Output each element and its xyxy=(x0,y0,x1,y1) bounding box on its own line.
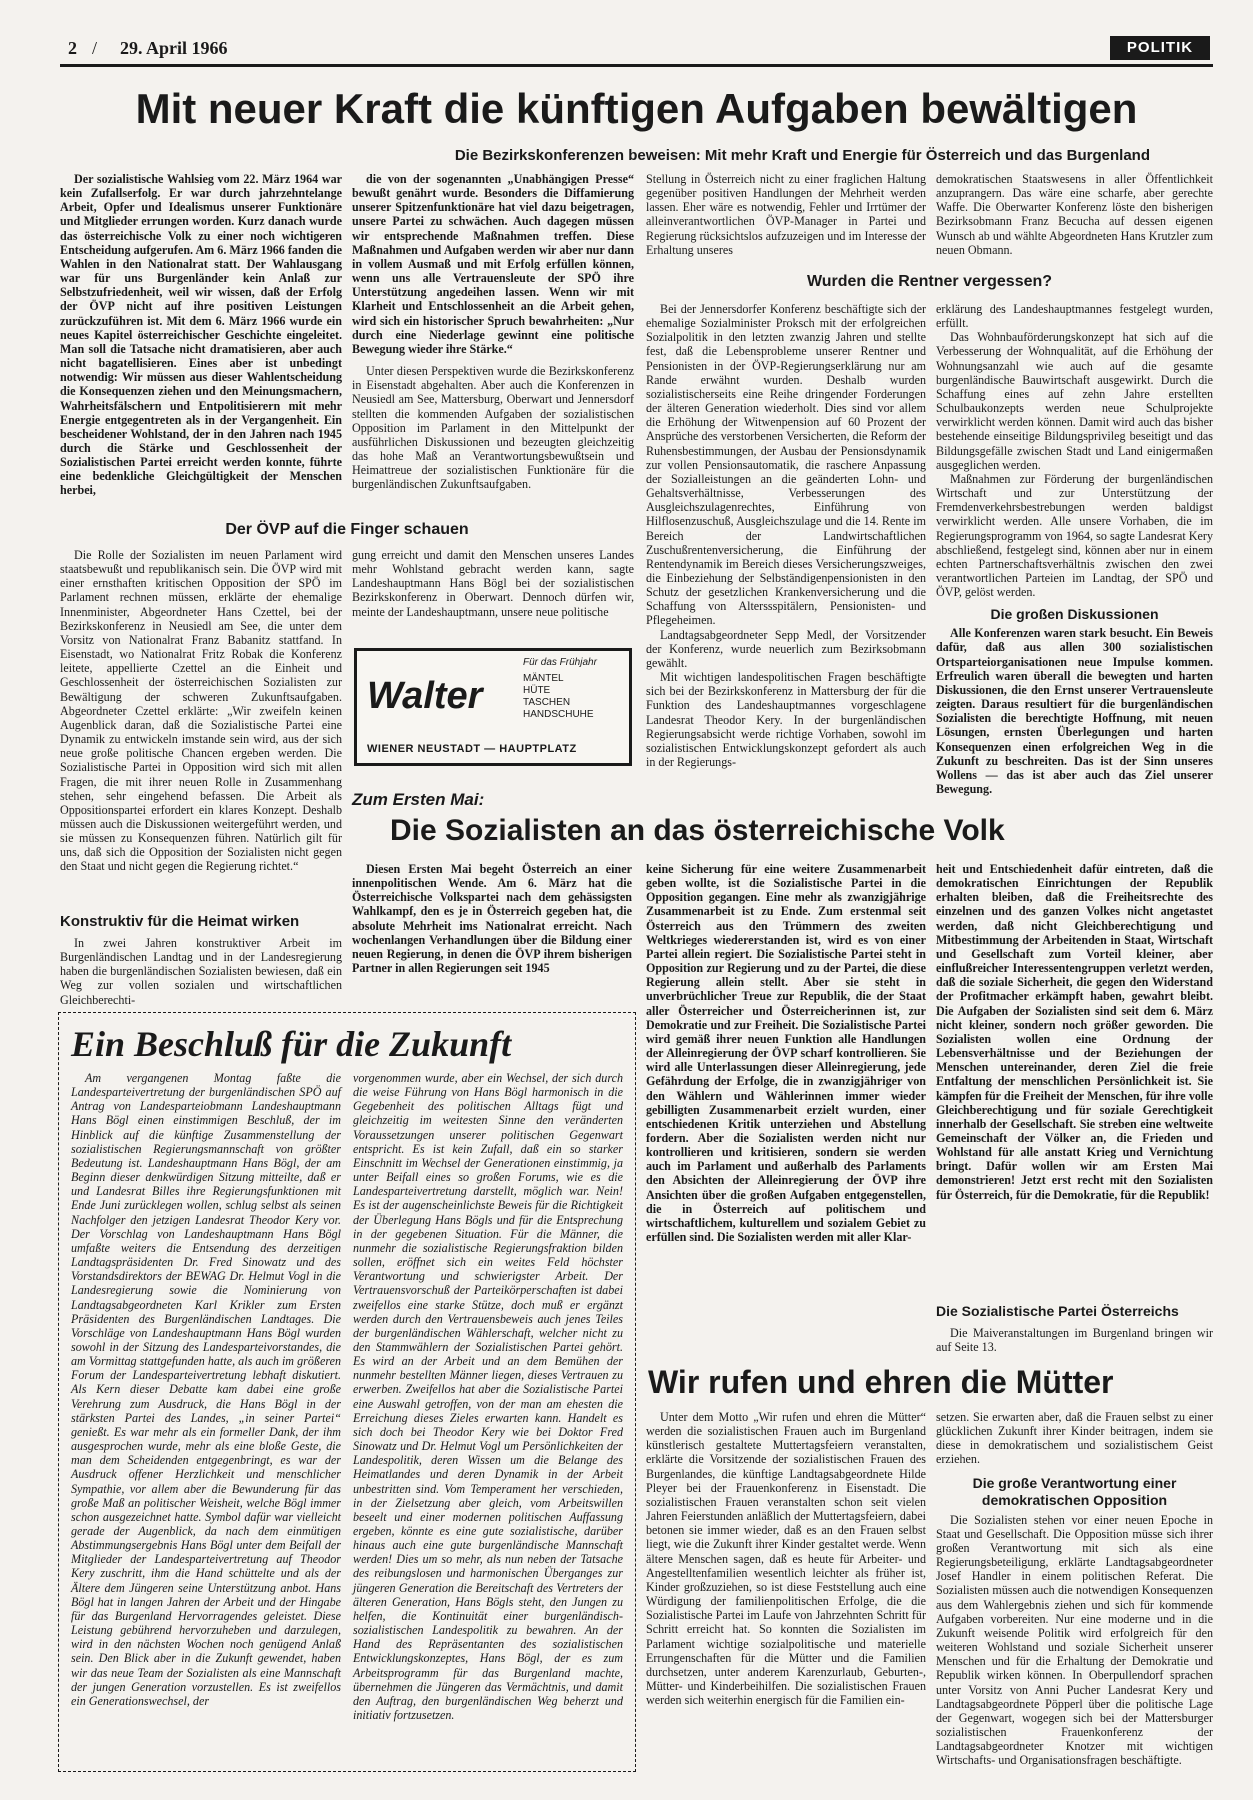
subhead-oevp: Der ÖVP auf die Finger schauen xyxy=(225,521,469,538)
section-badge: POLITIK xyxy=(1110,36,1210,60)
page-header xyxy=(60,36,1210,66)
main-col1b xyxy=(60,548,342,908)
main-col3b xyxy=(646,302,926,802)
subhead-diskussionen: Die großen Diskussionen xyxy=(990,606,1159,623)
muetter-col1 xyxy=(646,1410,926,1790)
main-col1c-text: In zwei Jahren konstruktiver Arbeit im Burgenländischen Landtag und in der Landesregierung haben die burgenländischen Sozialisten bewiesen, daß ein Weg zur vollen sozialen und wirtschaftlichen Gleichberechti- xyxy=(60,936,342,1007)
main-col1 xyxy=(60,172,342,532)
main-col4d-text: Maßnahmen zur Förderung der burgenländischen Wirtschaft und zur Unterstützung der Fremdenverkehrsbestrebungen werden baldigst verwirklicht werden. Alle unsere Vorhaben, die im Regierungsprogramm von 1964, so sagte Landesrat Kery abschließend, festgelegt sind, können aber nur in einem echten Partnerschaftsverhältnis zwischen den zwei verantwortlichen Parteien im Landtag, der SPÖ und ÖVP, gelöst werden. xyxy=(936,471,1213,600)
main-col2b-text: Unter diesen Perspektiven wurde die Bezirkskonferenz in Eisenstadt abgehalten. Aber auch die Konferenzen in Neusiedl am See, Mattersburg, Oberwart und Jennersdorf stellten die kommenden Aufgaben der sozialistischen Opposition im Parlament in den Mittelpunkt der ausführlichen Diskussionen und bezeugten gleichzeitig das hohe Maß an Verantwortungsbewußtsein und Heimattreue der sozialistischen Funktionäre für die burgenländischen Zukunftsaufgaben. xyxy=(352,364,634,492)
muetter-col2 xyxy=(936,1410,1213,1790)
mai-col2-text: keine Sicherung für eine weitere Zusammenarbeit geben wollte, ist die Sozialistische Partei in die Opposition gegangen. Eine mehr als zwanzigjährige Zusammenarbeit ist zu Ende. Zum erstenmal seit Österreich aus den Trümmern des zweiten Weltkrieges wiedererstanden ist, wird es von einer Partei allein regiert. Die Sozialistische Partei steht in Opposition zur Regierung und zu der Partei, die diese Regierung allein stellt. Aber sie steht in unverbrüchlicher Treue zur Republik, die der Staat aller Österreicher und Österreicherinnen ist, zur Demokratie und zur Freiheit. Die Sozialistische Partei wird gemäß ihrer neuen Funktion alle Handlungen der Alleinregierung der ÖVP scharf kontrollieren. Sie wird alle Unterlassungen dieser Alleinregierung, jede Gefährdung der Erfolge, die in zwanzigjähriger von den Wählern und Wählerinnen immer wieder gebilligten Zusammenarbeit erzielt wurden, einer entschiedenen Kritik unterziehen und Abstellung fordern. Aber die Sozialisten werden nicht nur kontrollieren und kritisieren, sondern sie werden auch im Parlament und außerhalb des Parlaments den Absichten der Alleinregierung der ÖVP ihre Ansichten über die großen Aufgaben entgegenstellen, die in Österreich auf politischem und wirtschaftlichem, kulturellem und sozialem Gebiet zu erfüllen sind. Die Sozialisten werden mit aller Klar- xyxy=(646,862,926,1245)
walter-advertisement xyxy=(354,648,632,766)
main-col3c-text: Landtagsabgeordneter Sepp Medl, der Vorsitzender der Konferenz, wurde neuerlich zum Bezirksobmann gewählt. xyxy=(646,627,926,670)
main-col4-text: demokratischen Staatswesens in aller Öffentlichkeit anzuprangern. Das wäre eine scharfe, aber gerechte Waffe. Die Oberwarter Konferenz löste den bisherigen Bezirksobmann Franz Becucha auf dessen eigenen Wunsch ab und wählte Abgeordneten Hans Krutzler zum neuen Obmann. xyxy=(936,172,1213,257)
main-subheadline: Die Bezirkskonferenzen beweisen: Mit mehr Kraft und Energie für Österreich und das Burgenland xyxy=(454,147,1150,164)
main-col1-text: Der sozialistische Wahlsieg vom 22. März 1964 war kein Zufallserfolg. Er war durch jahrzehntelange Arbeit, Opfer und Idealismus unserer Funktionäre und Mitglieder errungen worden. Kurz danach wurde das österreichische Volk zu einer noch wichtigeren Entscheidung aufgerufen. Am 6. März 1966 fanden die Wahlen in den Nationalrat statt. Der Wahlausgang war für uns Burgenländer kein Anlaß zur Selbstzufriedenheit, weil wir wissen, daß der Erfolg der ÖVP nicht auf ihre positiven Leistungen zurückzuführen ist. Mit dem 6. März 1966 wurde ein neues Kapitel österreichischer Geschichte eingeleitet. Man soll die Tatsache nicht dramatisieren, aber auch nicht bagatellisieren. Eines aber ist unbedingt notwendig: Wir müssen aus dieser Wahlentscheidung die Konsequenzen ziehen und den Meinungsmachern, Wahrheitsfälschern und Entpolitisierern mit mehr Energie entgegentreten als in der Vergangenheit. Ein bescheidener Wohlstand, der in den Jahren nach 1945 durch die Stärke und Geschlossenheit der Sozialistischen Partei erreicht werden konnte, führte eine bedenkliche Gleichgültigkeit der Menschen herbei, xyxy=(60,172,342,498)
main-col4a xyxy=(936,172,1213,272)
beschluss-col2-text: vorgenommen wurde, aber ein Wechsel, der sich durch die weise Führung von Hans Bögl harmonisch in die Gegebenheit des politischen Alltags fügt und gleichzeitig im weitesten Sinne den veränderten Voraussetzungen unserer politischen Gegenwart entspricht. Es ist kein Zufall, daß ein so starker Einschnitt im Wechsel der Generationen einstimmig, ja unter Beifall eines so großen Forums, wie es die Landesparteivertretung darstellt, möglich war. Nein! Es ist der augenscheinlichste Beweis für die Richtigkeit der Überlegung Hans Bögls und für die Entsprechung in der gegebenen Situation. Für die Männer, die nunmehr die sozialistische Regierungsfraktion bilden sollen, eröffnet sich ein weites Feld höchster Verantwortung und schwierigster Arbeit. Der Vertrauensvorschuß der Parteikörperschaften ist dabei zweifellos eine starke Stütze, doch muß er ergänzt werden durch den Vertrauensbeweis auch jenes Teiles der burgenländischen Wählerschaft, welcher nicht zu den Stammwählern der Sozialistischen Partei gehört. Es wird an der Arbeit und an dem Bemühen der nunmehr bestellten Männer liegen, dieses Vertrauen zu erwerben. Zweifellos hat aber die Sozialistische Partei eine Auswahl getroffen, von der man am ehesten die Erreichung dieses Zieles erwarten kann. Handelt es sich doch bei Theodor Kery wie bei Doktor Fred Sinowatz und Dr. Helmut Vogl um Persönlichkeiten der Landespolitik, deren Wissen um die Belange des Heimatlandes und deren Dynamik in der Arbeit unbestritten sind. Vom Temperament her verschieden, in der Zielsetzung aber gleich, vom Arbeitswillen beseelt und einer modernen politischen Auffassung ergeben, könnte es eine gute sozialistische, darüber hinaus auch eine gute burgenländische Mannschaft werden! Dies um so mehr, als nun neben der Tatsache des reibungslosen und harmonischen Überganges zur jüngeren Generation die Bereitschaft des Vertreters der älteren Generation, Hans Bögls steht, den Jungen zu helfen, die Kontinuität einer burgenländisch-sozialistischen Landespolitik zu bewahren. An der Hand des Repräsentanten des sozialistischen Entwicklungskonzeptes, Hans Bögl, der es zum Arbeitsprogramm für das Burgenland machte, übernehmen die Jüngeren das Vermächtnis, und damit den Auftrag, den burgenländischen Weg beherzt und initiativ fortzusetzen. xyxy=(353,1071,623,1723)
muetter-subhead: Die große Verantwortung einer demokratischen Opposition xyxy=(972,1474,1177,1508)
mai-col3-text: heit und Entschiedenheit dafür eintreten, daß die demokratischen Einrichtungen der Republik erhalten bleiben, daß die Freiheitsrechte des einzelnen und des ganzen Volkes nicht angetastet werden, daß nicht Gleichberechtigung und Mitbestimmung der Arbeitenden in Staat, Wirtschaft und Gesellschaft zum Vorteil kleiner, aber einflußreicher Interessentengruppen verletzt werden, daß die soziale Sicherheit, die gegen den Widerstand der Profitmacher erkämpft haben, gewahrt bleibt. Die Aufgaben der Sozialisten sind seit dem 6. März nicht kleiner, sondern noch größer geworden. Die Sozialisten wollen eine Ordnung der Lebensverhältnisse und der Beziehungen der Menschen untereinander, deren Ziel die freie Entfaltung der menschlichen Persönlichkeit ist. Sie kämpfen für die Freiheit der Menschen, für ihre volle Gleichberechtigung und für soziale Gerechtigkeit innerhalb der Gesellschaft. Sie streben eine weltweite Gemeinschaft der Völker an, die Frieden und Wohlstand für alle anstatt Krieg und Vernichtung bringt. Dafür wollen wir am Ersten Mai demonstrieren! Jetzt erst recht mit den Sozialisten für Österreich, für die Demokratie, für die Republik! xyxy=(936,862,1213,1202)
main-col4e-text: Alle Konferenzen waren stark besucht. Ein Beweis dafür, daß aus allen 300 sozialistischen Ortsparteiorganisationen neue Impulse kommen. Erfreulich waren überall die bewegten und harten Diskussionen, die den Ernst unserer Vertrauensleute zeigten. Daraus resultiert für die burgenländischen Sozialisten die berechtigte Hoffnung, mit neuen Lösungen, ernsten Überlegungen und harten Konsequenzen einen erfolgreichen Weg in die Zukunft zu beschreiten. Das ist der Sinn unseres Wollens — das ist aber auch das Ziel unserer Bewegung. xyxy=(936,626,1213,796)
mai-col3 xyxy=(936,862,1213,1302)
beschluss-headline: Ein Beschluß für die Zukunft xyxy=(71,1024,512,1064)
main-headline: Mit neuer Kraft die künftigen Aufgaben bewältigen xyxy=(135,85,1138,132)
ad-item: MÄNTEL xyxy=(523,673,564,684)
ad-brand: Walter xyxy=(367,675,483,717)
main-col2 xyxy=(352,172,634,532)
mai-kicker: Zum Ersten Mai: xyxy=(352,790,485,809)
mai-col1-text: Diesen Ersten Mai begeht Österreich an einer innenpolitischen Wende. Am 6. März hat die Österreichische Volkspartei nach dem gehässigsten Wahlkampf, den es je in Österreich gegeben hat, die absolute Mehrheit ims Nationalrat erreicht. Nach wochenlangen Verhandlungen über die Bildung einer neuen Regierung, in denen die ÖVP ihrem bisherigen Partner in allen Regierungen seit 1945 xyxy=(352,862,632,976)
muetter-col2b-text: Die Sozialisten stehen vor einer neuen Epoche in Staat und Gesellschaft. Die Opposition müsse sich ihrer großen Verantwortung mit sich als eine Regierungsbeteiligung, erklärte Landtagsabgeordneter Josef Handler in einem politischen Referat. Die Sozialisten müssen auch die notwendigen Konsequenzen aus dem Wahlergebnis ziehen und sich für kommende Aufgaben vorbereiten. Nur eine moderne und in die Zukunft weisende Politik wird erfolgreich für den weiteren Wohlstand und soziale Sicherheit unserer Menschen und für die Erhaltung der Demokratie und Republik wirken können. In Oberpullendorf sprachen unter Vorsitz von Anni Pucher Landesrat Kery und Landtagsabgeordnete Pöpperl über die politische Lage der Gegenwart, wogegen sich bei der Mattersburger sozialistischen Frauenkonferenz der Landtagsabgeordneter Knotzer mit wichtigen Wirtschafts- und Organisationsfragen beschäftigte. xyxy=(936,1512,1213,1768)
page-number: 2 xyxy=(68,38,77,58)
beschluss-col1 xyxy=(71,1071,341,1761)
main-col2-text: die von der sogenannten „Unabhängigen Presse“ bewußt genährt wurde. Besonders die Diffamierung unserer Spitzenfunktionäre hat viel dazu beigetragen, unsere Partei zu schwächen. Auch dagegen müssen wir entsprechende Maßnahmen treffen. Diese Maßnahmen und Aufgaben werden wir aber nur dann in vollem Ausmaß und mit Erfolg erfüllen können, wenn uns alle Vertrauensleute der SPÖ ihre Unterstützung angedeihen lassen. Wenn wir mit Klarheit und Entschlossenheit an die Arbeit gehen, wird sich ein historischer Spruch bewahrheiten: „Nur durch eine Niederlage gewinnt eine politische Bewegung wieder ihre Stärke.“ xyxy=(352,172,634,356)
ad-item: HÜTE xyxy=(523,685,551,696)
subhead-konstruktiv: Konstruktiv für die Heimat wirken xyxy=(60,913,300,930)
header-rule xyxy=(60,64,1213,67)
main-col3d-text: Mit wichtigen landespolitischen Fragen beschäftigte sich bei der Bezirkskonferenz in Mattersburg der für die Funktion des Landeshauptmannes vorgeschlagene Landesrat Theodor Kery. In der burgenländischen Regierungsabsicht werde richtige Vorhaben, sowohl im sozialistischen Entwicklungskonzept gefordert als auch in der Regierungs- xyxy=(646,670,926,769)
muetter-col1-text: Unter dem Motto „Wir rufen und ehren die Mütter“ werden die sozialistischen Frauen auch im Burgenland künstlerisch gestaltete Muttertagsfeiern veranstalten, erklärte die Vorsitzende der sozialistischen Frauen des Burgenlandes, die künftige Landtagsabgeordnete Hilde Pleyer bei der Frauenkonferenz in Eisenstadt. Die sozialistischen Frauen veranstalten schon seit vielen Jahren Feierstunden anläßlich der Muttertagsfeiern, dabei betonen sie immer wieder, daß es an den Frauen selbst liegt, wie die Zukunft ihrer Kinder gestaltet werde. Wenn ältere Menschen sagen, daß es heute für Arbeiter- und Angestelltenfamilien wesentlich leichter als früher ist, Kinder großzuziehen, so ist diese Feststellung auch eine Würdigung der familienpolitischen Erfolge, die die Sozialistische Partei im Laufe von Jahrzehnten Schritt für Schritt erreicht hat. So konnten die Sozialisten im Parlament wichtige sozialpolitische und materielle Errungenschaften für die Mütter und die Familien durchsetzen, unter anderem Karenzurlaub, Geburten-, Mütter- und Kinderbeihilfen. Die sozialistischen Frauen werden sich weiterhin energisch für die Familien ein- xyxy=(646,1410,926,1708)
muetter-headline: Wir rufen und ehren die Mütter xyxy=(648,1364,1114,1400)
ad-items xyxy=(523,673,594,721)
main-col4b-text: erklärung des Landeshauptmannes festgelegt wurden, erfüllt. xyxy=(936,302,1213,331)
main-col2c-text: gung erreicht und damit den Menschen unseres Landes mehr Wohlstand gebracht werden kann, sagte Landeshauptmann Hans Bögl bei der sozialistischen Bezirkskonferenz in Oberwart. Dennoch dürfen wir, meinte der Landeshauptmann, unsere neue politische xyxy=(352,548,634,619)
ad-address: WIENER NEUSTADT — HAUPTPLATZ xyxy=(367,743,577,755)
mai-note xyxy=(936,1326,1213,1358)
mai-col2 xyxy=(646,862,926,1337)
header-separator: / xyxy=(92,38,98,58)
beschluss-box xyxy=(58,1012,636,1772)
beschluss-col2 xyxy=(353,1071,623,1761)
main-col4c-text: Das Wohnbauförderungskonzept hat sich auf die Verbesserung der Wohnqualität, auf die Erhöhung der Wohnungsanzahl wie auch auf die gesamte burgenländische Bauwirtschaft ausgewirkt. Durch die Schaffung eines auf zehn Jahre erstellten Schulbaukonzepts werden neue Schulprojekte verwirklicht werden können. Damit wird auch das bisher bestehende einseitige Bildungsprivileg beseitigt und das Bildungsgefälle zwischen Stadt und Land einigermaßen ausgeglichen werden. xyxy=(936,330,1213,472)
main-col3b-text: Bei der Jennersdorfer Konferenz beschäftigte sich der ehemalige Sozialminister Proksch mit der erfolgreichen Sozialpolitik in den letzten zwanzig Jahren und stellte fest, daß die Lebensprobleme unserer Rentner und Pensionisten in der ÖVP-Regierungserklärung nur am Rande erwähnt wurden. Deshalb wurden sozialistischerseits eine Reihe dringender Forderungen der älteren Generation wiederholt. Dies sind vor allem die Erhöhung der Witwenpension auf 60 Prozent der Ansprüche des verstorbenen Versicherten, die Reform der Ruhensbestimmungen, der Ausbau der Pensionsdynamik zur vollen Pensionsautomatik, die raschere Anpassung der Sozialleistungen an die geänderten Lohn- und Gehaltsverhältnisse, Verbesserungen des Ausgleichszulagenrechtes, Einführung von Hilflosenzuschuß, Ausgleichszulage und die 14. Rente im Bereich der Landwirtschaftlichen Zuschußrentenversicherung, die Einführung der Rentendynamik im Bereich dieses Versicherungszweiges, die Einbeziehung der Selbständigenpensionisten in den Schutz der gesetzlichen Krankenversicherung und die Schaffung von Alterssspitälern, Pensionisten- und Pflegeheimen. xyxy=(646,302,926,628)
ad-tagline: Für das Frühjahr xyxy=(523,657,597,668)
mai-note-text: Die Maiveranstaltungen im Burgenland bringen wir auf Seite 13. xyxy=(936,1326,1213,1355)
muetter-col2-text: setzen. Sie erwarten aber, daß die Frauen selbst zu einer glücklichen Zukunft ihrer Kinder beitragen, indem sie diese in demokratischem und sozialistischem Geist erziehen. xyxy=(936,1410,1213,1467)
main-col3-text: Stellung in Österreich nicht zu einer fraglichen Haltung gegenüber positiven Handlungen der Mehrheit werden lassen. Eher wäre es notwendig, Fehler und Irrtümer der alleinverantwortlichen ÖVP-Manager in Partei und Regierung rücksichtslos aufzuzeigen und im Interesse der Erhaltung unseres xyxy=(646,172,926,257)
main-col1b-text: Die Rolle der Sozialisten im neuen Parlament wird staatsbewußt und republikanisch sein. Die ÖVP wird mit einer ernsthaften kritischen Opposition der SPÖ im Parlament rechnen müssen, erklärte der ehemalige Innenminister, Abgeordneter Hans Czettel, bei der Bezirkskonferenz in Neusiedl am See, die unter dem Vorsitz von Nationalrat Franz Babanitz stattfand. In Eisenstadt, wo Nationalrat Fritz Robak die Konferenz leitete, appellierte Czettel an die Einheit und Geschlossenheit der österreichischen Sozialisten zur Bewältigung der schweren Zukunftsaufgaben. Abgeordneter Czettel erklärte: „Wir zweifeln keinen Augenblick daran, daß die Sozialistische Partei eine Dynamik zu entwickeln imstande sein wird, aus der sich neue große politische Chancen ergeben werden. Die Sozialistische Partei in Opposition wird sich mit allen Fragen, die mit ihrer neuen Rolle in Zusammenhang stehen, sehr eingehend befassen. Die Arbeit als Oppositionspartei erfordert ein klares Konzept. Deshalb müssen auch die Diskussionen weitergeführt werden, und sie müssen zu Konsequenzen führen. Natürlich gilt für uns, daß sich die Opposition der Sozialisten nicht gegen den Staat und nicht gegen die Regierung richtet.“ xyxy=(60,548,342,874)
main-col2c xyxy=(352,548,634,638)
main-col4b xyxy=(936,302,1213,802)
main-col3a xyxy=(646,172,926,272)
mai-col1 xyxy=(352,862,632,1002)
beschluss-col1-text: Am vergangenen Montag faßte die Landesparteivertretung der burgenländischen SPÖ auf Antrag von Landesparteiobmann Landeshauptmann Hans Bögl einen einstimmigen Beschluß, der im Hinblick auf die künftige Zusammenstellung der sozialistischen Regierungsmannschaft von größter Bedeutung ist. Landeshauptmann Hans Bögl, der am Beginn dieser denkwürdigen Sitzung mitteilte, daß er und Landesrat Billes ihre Regierungsfunktionen mit Ende Juni zurücklegen wollen, schlug selbst als seinen Nachfolger den jetzigen Landesrat Theodor Kery vor. Der Vorschlag von Landeshauptmann Hans Bögl umfaßte weiters die Entsendung des derzeitigen Landtagspräsidenten Dr. Fred Sinowatz und des Vorstandsdirektors der BEWAG Dr. Helmut Vogl in die Landesregierung sowie die Nominierung von Landtagsabgeordneten Karl Krikler zum Ersten Präsidenten des Burgenländischen Landtages. Die Vorschläge von Landeshauptmann Hans Bögl wurden sowohl in der Sitzung des Landesparteivorstandes, die am Vormittag stattgefunden hatte, als auch im größeren Forum der Landesparteivertretung lebhaft diskutiert. Als Kern dieser Debatte kam dabei eine große Verehrung zum Ausdruck, die Hans Bögl in der stärksten Partei des Landes, „in seiner Partei“ genießt. Es war mehr als ein formeller Dank, der ihm ausgesprochen wurde, mehr als eine bloße Geste, die man dem Scheidenden entgegenbringt, es war der Ausdruck offener Herzlichkeit und menschlicher Sympathie, vor allem aber die Bewunderung für das große Maß an politischer Weisheit, welche Bögl immer schon ausgezeichnet hatte. Symbol dafür war vielleicht gerade der Augenblick, da nach dem einmütigen Abstimmungsergebnis Hans Bögl unter dem Beifall der Mitglieder der Landesparteivertretung auf Theodor Kery zuschritt, ihm die Hand schüttelte und als der Ältere dem Jüngeren seine Unterstützung anbot. Hans Bögl hat in langen Jahren der Arbeit und der Hingabe für das Burgenland Hervorragendes geleistet. Diese Leistung gebührend hervorzuheben und darzulegen, wird in den nächsten Wochen noch genügend Anlaß sein. Den Blick aber in die Zukunft gewendet, haben wir das neue Team der Sozialisten als eine Mannschaft der jungen Generation vorzustellen. Es ist zweifellos ein Generationswechsel, der xyxy=(71,1071,341,1708)
main-col1c xyxy=(60,936,342,1007)
issue-date: 29. April 1966 xyxy=(120,38,228,58)
ad-item: TASCHEN xyxy=(523,697,571,708)
ad-item: HANDSCHUHE xyxy=(523,709,594,720)
mai-signature: Die Sozialistische Partei Österreichs xyxy=(936,1303,1179,1319)
subhead-rentner: Wurden die Rentner vergessen? xyxy=(806,273,1053,290)
mai-headline: Die Sozialisten an das österreichische Volk xyxy=(390,814,1005,847)
